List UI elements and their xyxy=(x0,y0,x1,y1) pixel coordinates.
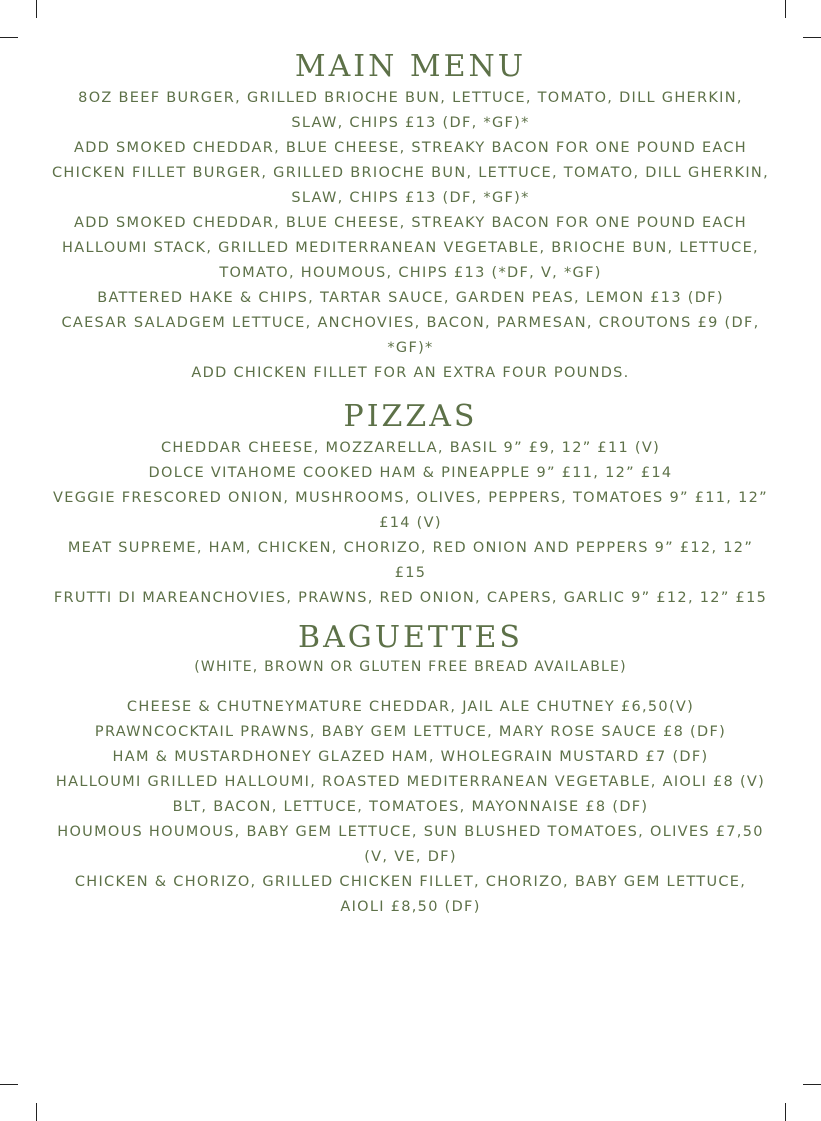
main-menu-list xyxy=(40,86,781,386)
baguettes-title: BAGUETTES xyxy=(298,620,523,655)
main-menu-section xyxy=(40,48,781,386)
menu-item: HOUMOUS HOUMOUS, BABY GEM LETTUCE, SUN BLUSHED TOMATOES, OLIVES £7,50 (V, VE, DF) xyxy=(57,824,764,865)
menu-item: CHEDDAR CHEESE, MOZZARELLA, BASIL 9” £9, 12” £11 (V) xyxy=(160,440,661,456)
menu-item: VEGGIE FRESCORED ONION, MUSHROOMS, OLIVES, PEPPERS, TOMATOES 9” £11, 12” £14 (V) xyxy=(53,490,768,531)
menu-item: ADD CHICKEN FILLET FOR AN EXTRA FOUR POUNDS. xyxy=(191,365,630,381)
menu-item: ADD SMOKED CHEDDAR, BLUE CHEESE, STREAKY BACON FOR ONE POUND EACH xyxy=(73,215,748,231)
crop-mark-bottom-left-horizontal xyxy=(0,1084,18,1085)
baguettes-section xyxy=(40,619,781,920)
crop-mark-bottom-left-vertical xyxy=(36,1103,37,1121)
crop-mark-top-right-horizontal xyxy=(803,37,821,38)
menu-item: FRUTTI DI MAREANCHOVIES, PRAWNS, RED ONION, CAPERS, GARLIC 9” £12, 12” £15 xyxy=(53,590,768,606)
menu-item: DOLCE VITAHOME COOKED HAM & PINEAPPLE 9” £11, 12” £14 xyxy=(148,465,673,481)
menu-item: HALLOUMI STACK, GRILLED MEDITERRANEAN VEGETABLE, BRIOCHE BUN, LETTUCE, TOMATO, HOUMOUS, CHIPS £13 (*DF, V, *GF) xyxy=(62,240,759,281)
pizzas-list xyxy=(40,436,781,611)
menu-item: CHICKEN & CHORIZO, GRILLED CHICKEN FILLET, CHORIZO, BABY GEM LETTUCE, AIOLI £8,50 (DF) xyxy=(74,874,747,915)
main-menu-title: MAIN MENU xyxy=(294,49,527,84)
crop-mark-top-left-vertical xyxy=(36,0,37,18)
crop-mark-top-left-horizontal xyxy=(0,37,18,38)
menu-item: BATTERED HAKE & CHIPS, TARTAR SAUCE, GARDEN PEAS, LEMON £13 (DF) xyxy=(97,290,724,306)
menu-item: CHEESE & CHUTNEYMATURE CHEDDAR, JAIL ALE CHUTNEY £6,50(V) xyxy=(126,699,695,715)
pizzas-title: PIZZAS xyxy=(343,399,478,434)
menu-page xyxy=(40,48,781,920)
crop-mark-bottom-right-horizontal xyxy=(803,1084,821,1085)
menu-item: PRAWNCOCKTAIL PRAWNS, BABY GEM LETTUCE, MARY ROSE SAUCE £8 (DF) xyxy=(94,724,727,740)
menu-item: CAESAR SALADGEM LETTUCE, ANCHOVIES, BACON, PARMESAN, CROUTONS £9 (DF, *GF)* xyxy=(61,315,760,356)
crop-mark-top-right-vertical xyxy=(785,0,786,18)
baguettes-bread-note: (WHITE, BROWN OR GLUTEN FREE BREAD AVAILABLE) xyxy=(194,659,627,675)
menu-item: MEAT SUPREME, HAM, CHICKEN, CHORIZO, RED ONION AND PEPPERS 9” £12, 12” £15 xyxy=(67,540,754,581)
baguettes-list xyxy=(40,695,781,920)
menu-item: BLT, BACON, LETTUCE, TOMATOES, MAYONNAISE £8 (DF) xyxy=(172,799,649,815)
menu-item: 8OZ BEEF BURGER, GRILLED BRIOCHE BUN, LETTUCE, TOMATO, DILL GHERKIN, SLAW, CHIPS £13 (DF, *GF)* xyxy=(78,90,743,131)
crop-mark-bottom-right-vertical xyxy=(785,1103,786,1121)
menu-item: CHICKEN FILLET BURGER, GRILLED BRIOCHE BUN, LETTUCE, TOMATO, DILL GHERKIN, SLAW, CHIPS £13 (DF, *GF)* xyxy=(51,165,769,206)
pizzas-section xyxy=(40,398,781,611)
menu-item: HALLOUMI GRILLED HALLOUMI, ROASTED MEDITERRANEAN VEGETABLE, AIOLI £8 (V) xyxy=(55,774,766,790)
menu-item: HAM & MUSTARDHONEY GLAZED HAM, WHOLEGRAIN MUSTARD £7 (DF) xyxy=(112,749,709,765)
menu-item: ADD SMOKED CHEDDAR, BLUE CHEESE, STREAKY BACON FOR ONE POUND EACH xyxy=(73,140,748,156)
